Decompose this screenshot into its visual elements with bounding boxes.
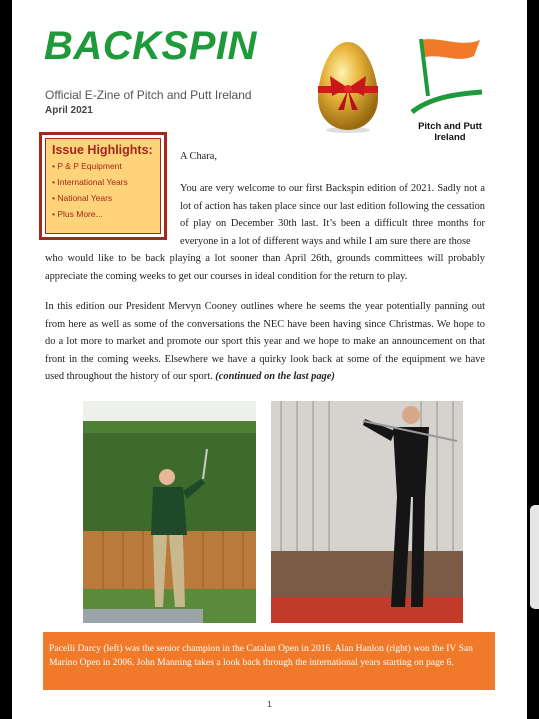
photo-caption: Pacelli Darcy (left) was the senior champion in the Catalan Open in 2016. Alan Hanlon (right) won the IV San Marino Open in 2006. John Manning takes a look back through the international years starting on page 6. <box>43 632 495 690</box>
paragraph-1-part-2: who would like to be back playing a lot sooner than April 26th, grounds committees will probably appreciate the coming weeks to get our courses in ideal condition for the return to play. <box>45 253 485 282</box>
scroll-handle[interactable] <box>530 505 539 609</box>
paragraph-2: In this edition our President Mervyn Cooney outlines where he seems the year potentially panning out from here as well as some of the conversations the NEC have been having since Christmas. We hope to do a lot more to market and promote our sport this year and we hope to make an announcement on that front in the coming weeks. Elsewhere we have a quirky look back at some of the equipment we have used throughout the history of our sport. (continued on the last page) <box>45 301 485 382</box>
magazine-title: BACKSPIN <box>44 24 257 68</box>
issue-highlights-box <box>39 132 167 240</box>
highlight-item: • International Years <box>52 177 154 187</box>
continued-note: (continued on the last page) <box>215 371 335 382</box>
org-name: Pitch and Putt Ireland <box>418 121 482 143</box>
golden-egg-image <box>312 38 384 134</box>
highlight-item: • National Years <box>52 193 154 203</box>
magazine-page <box>12 0 527 719</box>
magazine-subtitle: Official E-Zine of Pitch and Putt Ireland <box>45 88 252 102</box>
photo-pacelli-darcy <box>83 401 256 623</box>
issue-date: April 2021 <box>45 105 93 116</box>
pitch-and-putt-logo <box>410 34 490 114</box>
page-number: 1 <box>267 700 272 709</box>
highlight-item: • P & P Equipment <box>52 161 154 171</box>
salutation: A Chara, <box>180 151 217 162</box>
photo-alan-hanlon <box>271 401 463 623</box>
highlight-item: • Plus More... <box>52 209 154 219</box>
highlights-title: Issue Highlights: <box>52 143 153 157</box>
paragraph-1-part-1: You are very welcome to our first Backspin edition of 2021. Sadly not a lot of action has taken place since our last edition following the cessation of play on December 30th last. It’s been a difficult three months for everyone in a lot of different ways and while I am sure there are those <box>180 183 485 247</box>
